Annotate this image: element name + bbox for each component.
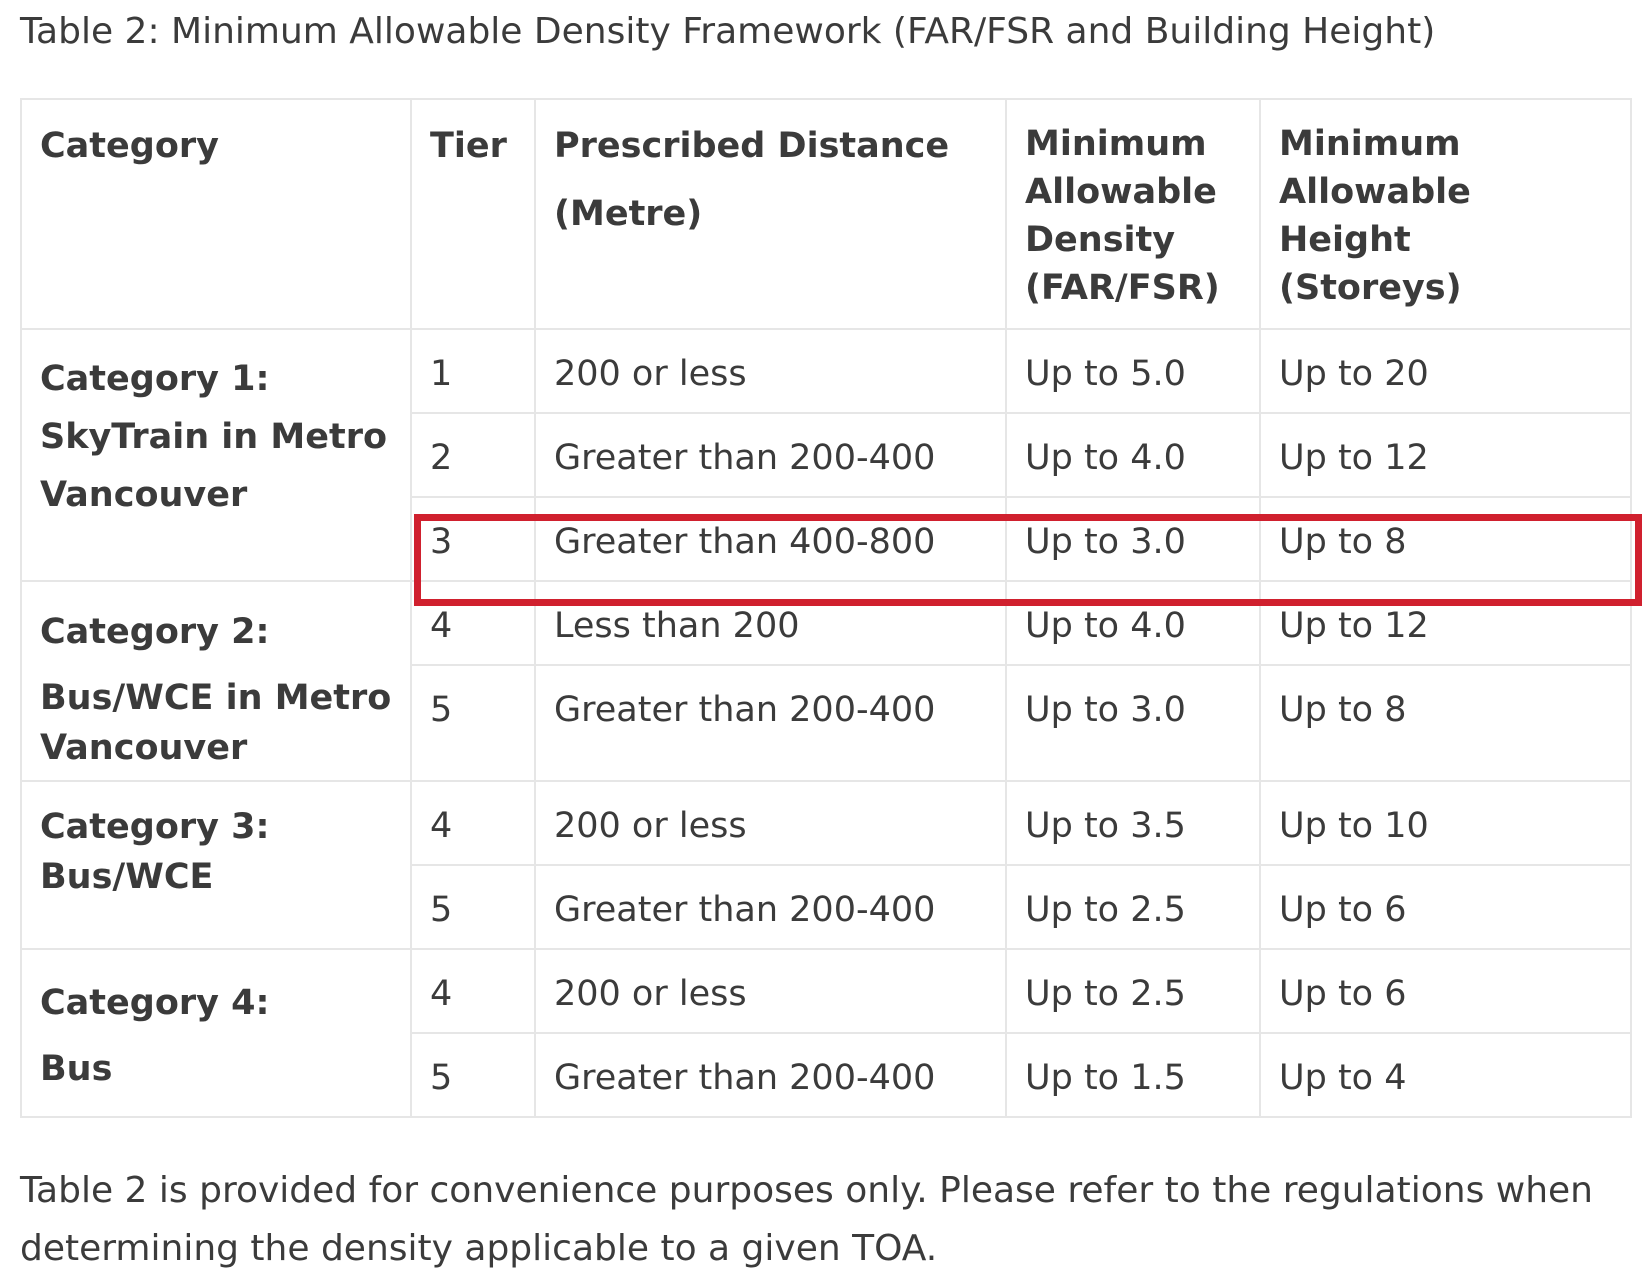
distance-cell: Greater than 400-800 xyxy=(535,497,1006,581)
density-cell: Up to 4.0 xyxy=(1006,413,1260,497)
tier-cell: 2 xyxy=(411,413,535,497)
density-cell: Up to 3.0 xyxy=(1006,665,1260,781)
category-cell: Category 3: Bus/WCE xyxy=(21,781,411,949)
distance-cell: 200 or less xyxy=(535,781,1006,865)
tier-cell: 4 xyxy=(411,581,535,665)
category-cell: Category 4: Bus xyxy=(21,949,411,1117)
header-tier: Tier xyxy=(411,99,535,329)
height-cell: Up to 12 xyxy=(1260,581,1631,665)
table-row xyxy=(21,949,1631,1033)
table-row xyxy=(21,781,1631,865)
density-cell: Up to 3.5 xyxy=(1006,781,1260,865)
density-table xyxy=(20,98,1632,1118)
density-table-container xyxy=(20,98,1630,1118)
density-cell: Up to 2.5 xyxy=(1006,949,1260,1033)
density-cell: Up to 3.0 xyxy=(1006,497,1260,581)
height-cell: Up to 20 xyxy=(1260,329,1631,413)
category-cell: Category 2: Bus/WCE in Metro Vancouver xyxy=(21,581,411,781)
distance-cell: 200 or less xyxy=(535,949,1006,1033)
tier-cell: 4 xyxy=(411,781,535,865)
height-cell: Up to 10 xyxy=(1260,781,1631,865)
height-cell: Up to 6 xyxy=(1260,865,1631,949)
header-density: Minimum Allowable Density (FAR/FSR) xyxy=(1006,99,1260,329)
distance-cell: 200 or less xyxy=(535,329,1006,413)
table-footnote: Table 2 is provided for convenience purposes only. Please refer to the regulations when determining the density applicable to a given TOA. xyxy=(20,1170,1593,1269)
distance-cell: Greater than 200-400 xyxy=(535,1033,1006,1117)
category-cell: Category 1: SkyTrain in Metro Vancouver xyxy=(21,329,411,581)
density-cell: Up to 2.5 xyxy=(1006,865,1260,949)
tier-cell: 5 xyxy=(411,865,535,949)
table-row xyxy=(21,329,1631,413)
tier-cell: 5 xyxy=(411,665,535,781)
header-distance: Prescribed Distance (Metre) xyxy=(535,99,1006,329)
tier-cell: 1 xyxy=(411,329,535,413)
table-caption: Table 2: Minimum Allowable Density Framework (FAR/FSR and Building Height) xyxy=(20,11,1436,52)
height-cell: Up to 8 xyxy=(1260,497,1631,581)
distance-cell: Greater than 200-400 xyxy=(535,413,1006,497)
header-category: Category xyxy=(21,99,411,329)
height-cell: Up to 6 xyxy=(1260,949,1631,1033)
table-header-row xyxy=(21,99,1631,329)
table-row xyxy=(21,581,1631,665)
tier-cell: 3 xyxy=(411,497,535,581)
tier-cell: 4 xyxy=(411,949,535,1033)
tier-cell: 5 xyxy=(411,1033,535,1117)
height-cell: Up to 12 xyxy=(1260,413,1631,497)
distance-cell: Greater than 200-400 xyxy=(535,665,1006,781)
distance-cell: Less than 200 xyxy=(535,581,1006,665)
distance-cell: Greater than 200-400 xyxy=(535,865,1006,949)
header-height: Minimum Allowable Height (Storeys) xyxy=(1260,99,1631,329)
height-cell: Up to 8 xyxy=(1260,665,1631,781)
density-cell: Up to 1.5 xyxy=(1006,1033,1260,1117)
height-cell: Up to 4 xyxy=(1260,1033,1631,1117)
density-cell: Up to 5.0 xyxy=(1006,329,1260,413)
density-cell: Up to 4.0 xyxy=(1006,581,1260,665)
